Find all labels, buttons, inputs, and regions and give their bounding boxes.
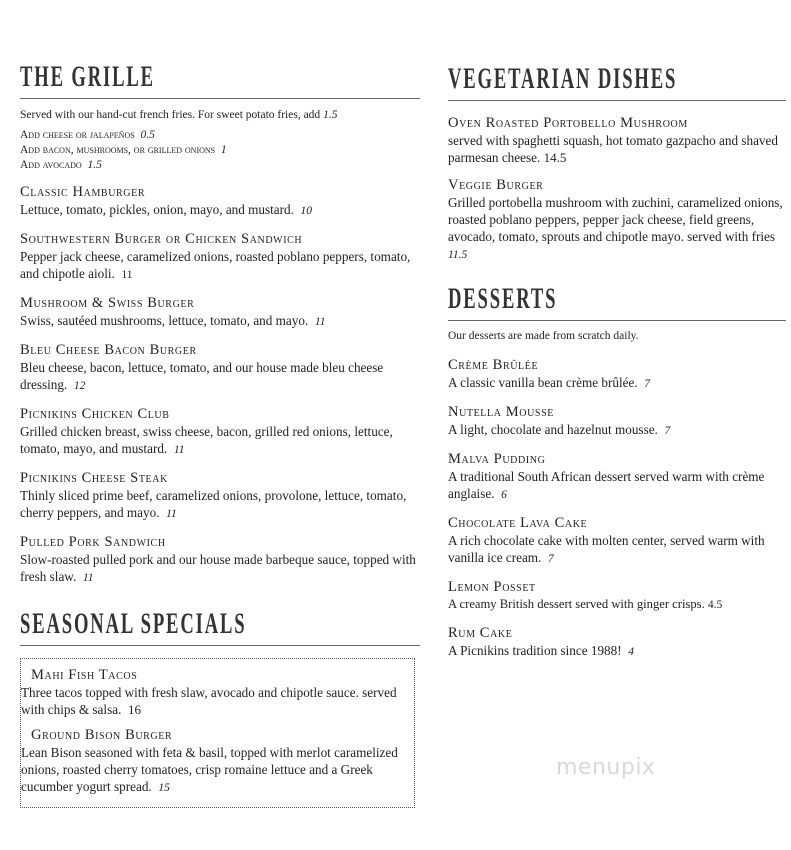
addon-item — [20, 143, 420, 158]
addon-price: 0.5 — [140, 129, 155, 141]
item-desc-text: Bleu cheese, bacon, lettuce, tomato, and our house made bleu cheese dressing. — [20, 360, 384, 392]
addon-list — [20, 128, 420, 173]
item-desc — [20, 201, 420, 220]
item-price: 14.5 — [543, 150, 567, 165]
item-name: Malva Pudding — [448, 451, 546, 467]
menu-item — [20, 295, 420, 331]
desserts-divider — [448, 320, 786, 321]
item-desc-text: Slow-roasted pulled pork and our house made barbeque sauce, topped with fresh slaw. — [20, 552, 416, 584]
menupix-watermark: menupix — [556, 755, 656, 780]
desserts-note: Our desserts are made from scratch daily. — [448, 330, 639, 342]
item-price: 12 — [73, 380, 86, 392]
item-name: Bleu Cheese Bacon Burger — [20, 342, 197, 358]
item-name: Veggie Burger — [448, 177, 544, 193]
menu-item — [20, 342, 420, 395]
item-desc-text: A rich chocolate cake with molten center, served warm with vanilla ice cream. — [448, 533, 765, 565]
grille-divider — [20, 98, 420, 99]
item-desc — [448, 132, 786, 166]
vegetarian-heading: VEGETARIAN DISHES — [448, 62, 678, 95]
item-name: Crème Brûlée — [448, 357, 539, 373]
item-name: Chocolate Lava Cake — [448, 515, 588, 531]
item-desc — [21, 684, 414, 718]
item-desc — [21, 744, 414, 797]
item-price: 11.5 — [448, 249, 468, 261]
item-desc-text: Swiss, sautéed mushrooms, lettuce, tomato, and mayo. — [20, 313, 309, 328]
item-desc-text: Grilled portobella mushroom with zuchini, caramelized onions, roasted poblano peppers, pepper jack cheese, field greens, avocado, tomato, sprouts and chipotle mayo. served with fries — [448, 195, 783, 244]
item-price: 11 — [166, 508, 177, 520]
menu-item — [21, 727, 414, 797]
item-desc — [20, 551, 420, 587]
item-price: 11 — [121, 269, 133, 281]
grille-items — [20, 184, 420, 587]
grille-note-text: Served with our hand-cut french fries. For sweet potato fries, add — [20, 109, 321, 121]
seasonal-heading: SEASONAL SPECIALS — [20, 607, 247, 640]
item-desc — [20, 423, 420, 459]
item-price: 7 — [547, 553, 554, 565]
item-name: Southwestern Burger or Chicken Sandwich — [20, 231, 303, 247]
item-price: 11 — [82, 572, 94, 584]
desserts-heading: DESSERTS — [448, 282, 558, 315]
item-name: Classic Hamburger — [20, 184, 146, 200]
item-name: Ground Bison Burger — [31, 727, 173, 743]
menu-item — [20, 231, 420, 284]
item-price: 7 — [664, 425, 671, 437]
item-desc — [448, 596, 786, 614]
item-desc — [448, 468, 786, 504]
menu-item — [448, 579, 786, 614]
item-price: 16 — [127, 702, 141, 717]
menu-item — [448, 451, 786, 504]
item-desc-text: Lettuce, tomato, pickles, onion, mayo, and mustard. — [20, 202, 294, 217]
item-name: Lemon Posset — [448, 579, 536, 595]
item-price: 11 — [314, 316, 326, 328]
grille-note-price: 1.5 — [323, 109, 338, 121]
item-desc-text: served with spaghetti squash, hot tomato gazpacho and shaved parmesan cheese. — [448, 133, 778, 165]
menu-item — [448, 625, 786, 661]
item-price: 11 — [173, 444, 185, 456]
menu-item — [20, 184, 420, 220]
addon-label: Add bacon, mushrooms, or grilled onions — [20, 144, 216, 156]
addon-price: 1 — [220, 144, 227, 156]
seasonal-box — [20, 658, 415, 808]
item-desc-text: A traditional South African dessert served warm with crème anglaise. — [448, 469, 765, 501]
vegetarian-divider — [448, 100, 786, 101]
item-desc-text: Thinly sliced prime beef, caramelized onions, provolone, lettuce, tomato, cherry peppers, and mayo. — [20, 488, 407, 520]
menu-item — [448, 115, 786, 166]
item-name: Pulled Pork Sandwich — [20, 534, 166, 550]
grille-note — [20, 108, 420, 122]
menu-item — [20, 470, 420, 523]
item-desc-text: Grilled chicken breast, swiss cheese, bacon, grilled red onions, lettuce, tomato, mayo, and mustard. — [20, 424, 393, 456]
grille-heading: THE GRILLE — [20, 60, 155, 93]
item-name: Oven Roasted Portobello Mushroom — [448, 115, 688, 131]
addon-label: Add cheese or jalapeños — [20, 129, 135, 141]
addon-item — [20, 128, 420, 143]
menu-item — [20, 534, 420, 587]
item-desc — [20, 359, 420, 395]
menu-item — [21, 667, 414, 718]
addon-label: Add avocado — [20, 159, 82, 171]
item-name: Mushroom & Swiss Burger — [20, 295, 195, 311]
menu-item — [448, 357, 786, 393]
left-column — [20, 0, 420, 808]
menu-item — [448, 404, 786, 440]
item-name: Mahi Fish Tacos — [31, 667, 138, 683]
item-desc — [448, 421, 786, 440]
item-price: 4.5 — [707, 599, 723, 611]
item-price: 6 — [501, 489, 507, 501]
item-desc-text: Lean Bison seasoned with feta & basil, topped with merlot caramelized onions, roasted cherry tomatoes, crisp romaine lettuce and a Greek cucumber yogurt spread. — [21, 745, 398, 794]
item-price: 4 — [628, 646, 634, 658]
item-desc — [448, 532, 786, 568]
item-desc-text: A light, chocolate and hazelnut mousse. — [448, 422, 658, 437]
item-price: 7 — [644, 378, 651, 390]
item-desc — [20, 312, 420, 331]
item-desc-text: A classic vanilla bean crème brûlée. — [448, 375, 638, 390]
addon-item — [20, 158, 420, 173]
right-column — [448, 0, 786, 661]
item-desc — [20, 248, 420, 284]
item-desc — [448, 374, 786, 393]
addon-price: 1.5 — [87, 159, 102, 171]
item-desc — [20, 487, 420, 523]
item-name: Nutella Mousse — [448, 404, 554, 420]
seasonal-divider — [20, 645, 420, 646]
item-name: Picnikins Cheese Steak — [20, 470, 168, 486]
menu-item — [20, 406, 420, 459]
item-desc — [448, 642, 786, 661]
item-desc-text: A creamy British dessert served with ginger crisps. — [448, 597, 705, 611]
item-name: Rum Cake — [448, 625, 513, 641]
item-name: Picnikins Chicken Club — [20, 406, 170, 422]
item-desc-text: A Picnikins tradition since 1988! — [448, 643, 622, 658]
item-price: 10 — [300, 205, 313, 217]
item-desc-text: Pepper jack cheese, caramelized onions, roasted poblano peppers, tomato, and chipotle aioli. — [20, 249, 411, 281]
item-desc-text: Three tacos topped with fresh slaw, avocado and chipotle sauce. served with chips & salsa. — [21, 685, 397, 717]
item-desc — [448, 194, 786, 264]
item-price: 15 — [158, 782, 170, 794]
menu-item — [448, 515, 786, 568]
menu-item — [448, 177, 786, 264]
